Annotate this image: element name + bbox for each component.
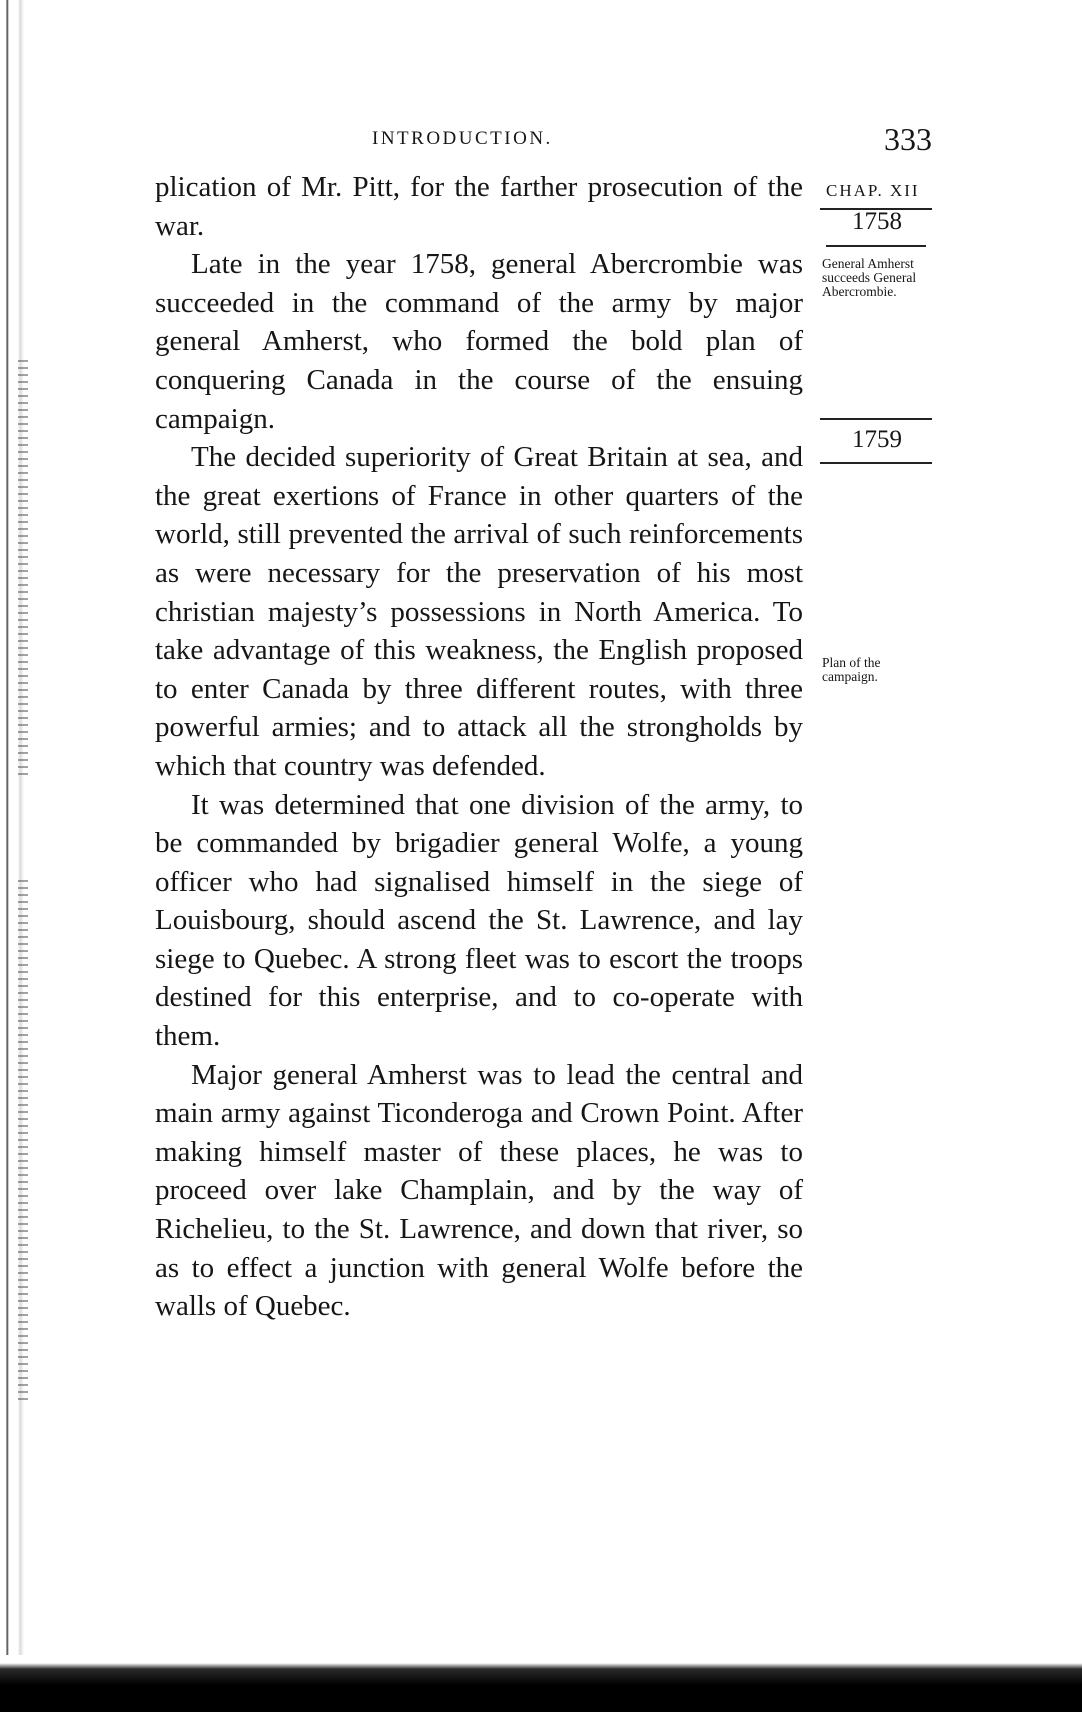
margin-year-1758: 1758 — [852, 208, 902, 235]
margin-note-amherst: General Amherst succeeds General Abercrombie. — [822, 256, 917, 299]
scan-speckle — [18, 360, 28, 780]
paragraph-1: plication of Mr. Pitt, for the farther prosecution of the war. — [155, 171, 803, 242]
scan-speckle — [18, 880, 28, 1400]
margin-note-plan: Plan of the campaign. — [822, 655, 881, 684]
page-number: 333 — [884, 121, 932, 157]
paragraph-4: It was determined that one division of the army, to be commanded by brigadier general Wolfe, a young officer who had signalised himself in the siege of Louisbourg, should ascend the St. Lawrence, and lay siege to Quebec. A strong fleet was to escort the troops destined for this enterprise, and to co-operate with them. — [155, 788, 803, 1053]
margin-rule — [826, 245, 926, 247]
body-text — [155, 168, 803, 1326]
margin-rule — [820, 462, 932, 464]
scan-bottom-edge — [0, 1655, 1082, 1712]
paragraph-2: Late in the year 1758, general Abercrombie was succeeded in the command of the army by major general Amherst, who formed the bold plan of conquering Canada in the course of the ensuing campaign. — [155, 248, 803, 435]
paragraph-5: Major general Amherst was to lead the central and main army against Ticonderoga and Crown Point. After making himself master of these places, he was to proceed over lake Champlain, and by the way of Richelieu, to the St. Lawrence, and down that river, so as to effect a junction with general Wolfe before the walls of Quebec. — [155, 1058, 803, 1323]
running-head: INTRODUCTION. — [372, 128, 553, 149]
margin-year-1759: 1759 — [852, 426, 902, 453]
margin-rule — [820, 418, 932, 420]
scan-gutter — [0, 0, 30, 1712]
paragraph-3: The decided superiority of Great Britain at sea, and the great exertions of France in other quarters of the world, still prevented the arrival of such reinforcements as were necessary for the preservation of his most christian majesty’s possessions in North America. To take advantage of this weakness, the English proposed to enter Canada by three different routes, with three powerful armies; and to attack all the strongholds by which that country was defended. — [155, 441, 803, 782]
margin-chapter-label: CHAP. XII — [826, 181, 920, 200]
